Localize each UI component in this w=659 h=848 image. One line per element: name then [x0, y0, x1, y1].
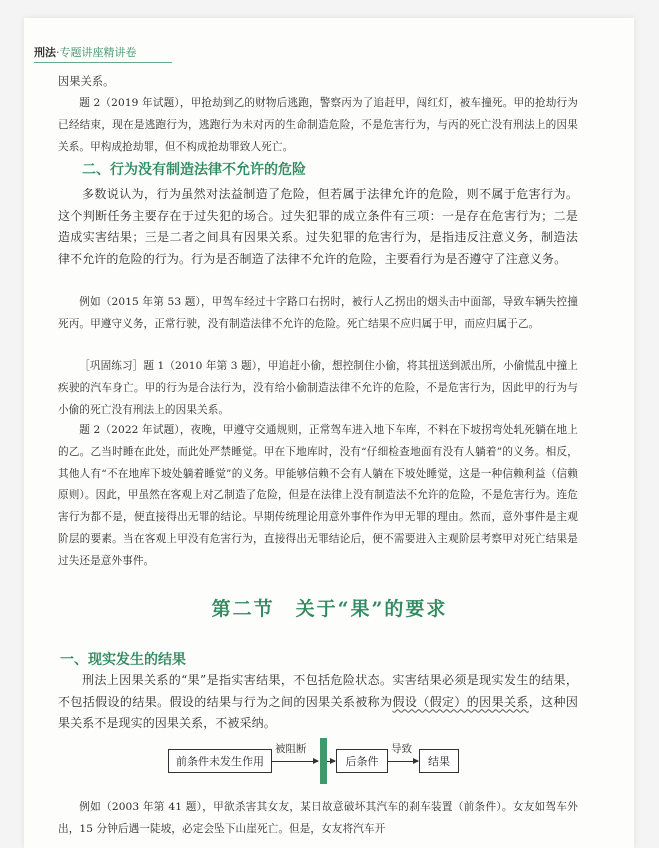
diagram-box-result: 结果 — [419, 749, 459, 773]
diagram-arrow-lead — [388, 761, 418, 762]
paragraph-example-2019: 题 2（2019 年试题），甲抢劫到乙的财物后逃跑，警察丙为了追赶甲，闯红灯，被车撞死。甲的抢劫行为已经结束，现在是逃跑行为，逃跑行为未对丙的生命制造危险，不是危害行为，与丙的死亡没有刑法上的因果关系。甲构成抢劫罪，但不构成抢劫罪致人死亡。 — [58, 97, 578, 153]
chapter-heading: 第二节 关于“果”的要求 — [211, 598, 448, 620]
header-rule — [34, 62, 172, 63]
hypothetical-causation-term: 假设（假定）的因果关系 — [392, 694, 529, 709]
header-series: 专题讲座精讲卷 — [59, 46, 137, 59]
header-separator: · — [56, 46, 60, 59]
paragraph-continuation: 因果关系。 — [58, 75, 115, 88]
paragraph-majority-view: 多数说认为，行为虽然对法益制造了危险，但若属于法律允许的危险，则不属于危害行为。这个判断任务主要存在于过失犯的场合。过失犯罪的成立条件有三项：一是存在危害行为；二是造成实害结果；三是二者之间具有因果关系。过失犯罪的危害行为，是指违反注意义务，制造法律不允许的危险的行为。行为是否制造了法律不允许的危险，主要看行为是否遵守了注意义务。 — [58, 187, 578, 266]
diagram-barrier — [320, 738, 327, 784]
paragraph-real-result — [58, 670, 578, 735]
section-heading-unallowed-risk: 二、行为没有制造法律不允许的危险 — [82, 162, 306, 178]
diagram-box-prior-condition: 前条件未发生作用 — [168, 749, 272, 773]
section-heading-real-result: 一、现实发生的结果 — [60, 652, 186, 668]
diagram-arrow-to-after — [327, 761, 335, 762]
diagram-arrow-blocked — [272, 761, 318, 762]
running-header — [34, 44, 137, 60]
paragraph-example-2022: 题 2（2022 年试题），夜晚，甲遵守交通规则，正常驾车进入地下车库，不料在下坡拐弯处轧死躺在地上的乙。乙当时睡在此处，而此处严禁睡觉。甲在下地库时，没有“仔细检查地面有没有人躺着”的义务。相反，其他人有“不在地库下坡处躺着睡觉”的义务。甲能够信赖不会有人躺在下坡处睡觉，这是一种信赖利益（信赖原则）。因此，甲虽然在客观上对乙制造了危险，但是在法律上没有制造法不允许的危险，不是危害行为。连危害行为都不是，便直接得出无罪的结论。早期传统理论用意外事件作为甲无罪的理由。然而，意外事件是主观阶层的要素。当在客观上甲没有危害行为，直接得出无罪结论后，便不需要进入主观阶层考察甲对死亡结果是过失还是意外事件。 — [58, 424, 578, 567]
paragraph-practice-2010: ［巩固练习］题 1（2010 年第 3 题），甲追赶小偷，想控制住小偷，将其扭送到派出所，小偷慌乱中撞上疾驶的汽车身亡。甲的行为是合法行为，没有给小偷制造法律不允许的危险，不是危害行为，因此甲的行为与小偷的死亡没有刑法上的因果关系。 — [58, 360, 578, 416]
paragraph-example-2003: 例如（2003 年第 41 题），甲欲杀害其女友，某日故意破坏其汽车的刹车装置（前条件）。女友如驾车外出，15 分钟后遇一陡坡，必定会坠下山崖死亡。但是，女友将汽车开 — [58, 801, 578, 835]
header-subject: 刑法 — [34, 46, 56, 59]
real-result-text-a: 刑法上因果关系的“果”是指实害结果，不包括危险状态。实害结果必须是现实发生的结果，不包括假设的结果。假设的结果与行为之间的因果关系被称为 — [58, 673, 578, 709]
diagram-label-lead: 导致 — [391, 743, 412, 755]
diagram-box-after-condition: 后条件 — [336, 749, 388, 773]
paragraph-example-2015: 例如（2015 年第 53 题），甲驾车经过十字路口右拐时，被行人乙拐出的烟头击中面部，导致车辆失控撞死丙。甲遵守义务，正常行驶，没有制造法律不允许的危险。死亡结果不应归属于甲，而应归属于乙。 — [58, 296, 578, 330]
diagram-label-blocked: 被阻断 — [275, 743, 307, 755]
real-result-text-b: ，这种因果关系不是现实的因果关系，不被采纳。 — [58, 694, 578, 731]
